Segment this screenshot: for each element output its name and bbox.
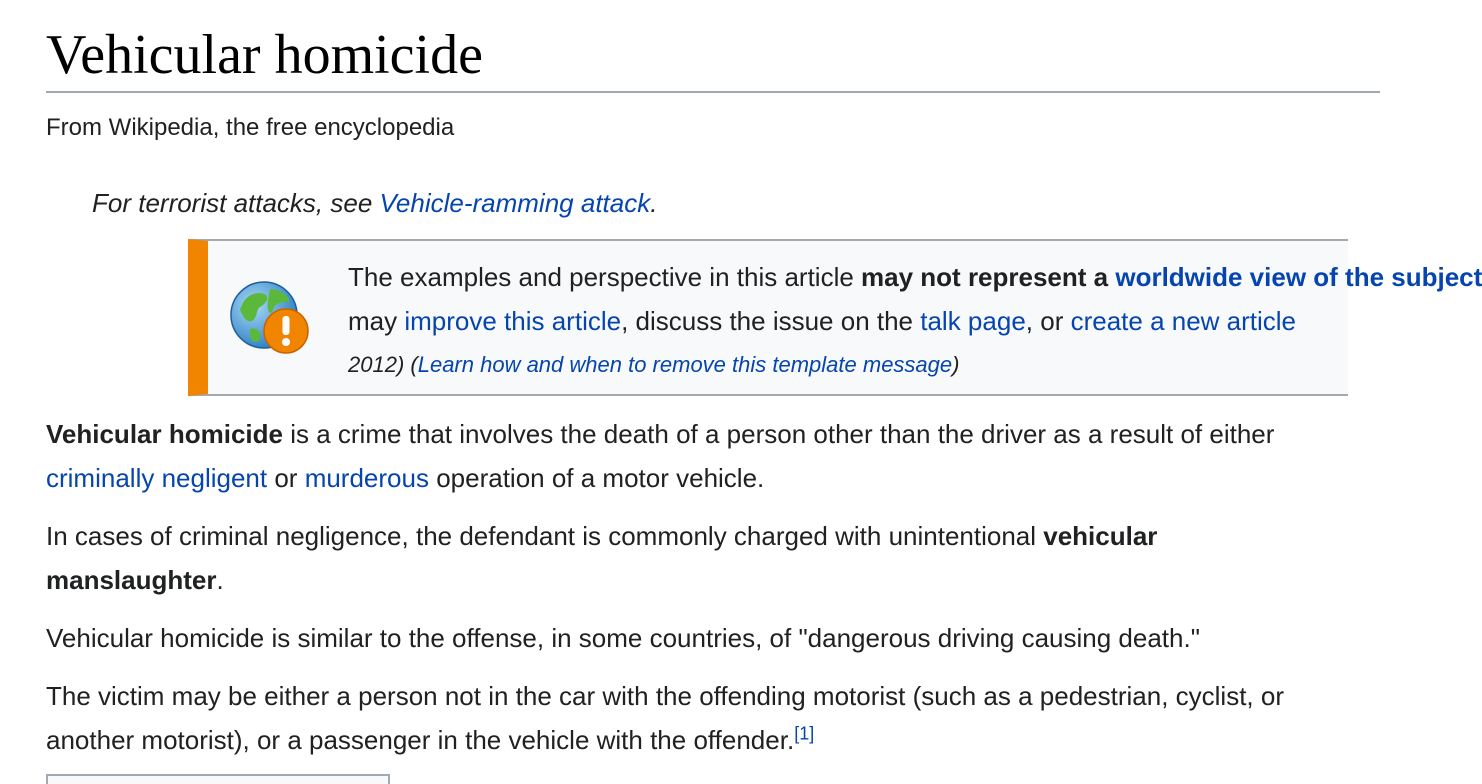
murderous-link[interactable]: murderous [304, 463, 429, 493]
lead-term: Vehicular homicide [46, 419, 283, 449]
paragraph-text: is a crime that involves the death of a person other than the driver as a result of either [282, 419, 1275, 449]
paragraph-4 [46, 674, 1316, 762]
remove-template-link[interactable]: Learn how and when to remove this template message [417, 352, 953, 377]
paragraph-text: In cases of criminal negligence, the defendant is commonly charged with unintentional [46, 521, 1044, 551]
hatnote-prefix: For terrorist attacks, see [92, 188, 380, 218]
reference-1-link[interactable]: [1] [794, 723, 815, 744]
site-tagline: From Wikipedia, the free encyclopedia [46, 114, 455, 141]
paragraph-1 [46, 412, 1316, 500]
notice-text-part: , discuss the issue on the [621, 306, 921, 336]
notice-text-part: may [348, 306, 405, 336]
notice-line-2 [348, 299, 1448, 343]
notice-line-3 [348, 343, 1448, 387]
paragraph-text: or [267, 463, 305, 493]
paragraph-text: . [216, 565, 224, 595]
globe-warning-icon [230, 279, 310, 359]
worldwide-view-link[interactable] [1115, 262, 1482, 292]
paragraph-text: operation of a motor vehicle. [428, 463, 765, 493]
worldwide-view-notice [188, 239, 1482, 396]
page-title: Vehicular homicide [46, 0, 1380, 93]
bold-term: vehicular manslaughter [46, 521, 1158, 595]
article-body [46, 412, 1316, 776]
worldwide-view-link-label: worldwide view of the subject [1115, 262, 1482, 292]
paragraph-2 [46, 514, 1316, 602]
criminally-negligent-link[interactable]: criminally negligent [46, 463, 268, 493]
improve-article-link[interactable]: improve this article [404, 306, 622, 336]
paragraph-3: Vehicular homicide is similar to the offense, in some countries, of "dangerous driving causing death." [46, 623, 1200, 653]
notice-date: 2012) ( [348, 352, 418, 377]
notice-bold: may not represent a [861, 262, 1116, 292]
talk-page-link[interactable]: talk page [920, 306, 1026, 336]
table-of-contents-box [46, 774, 390, 784]
notice-text-part: , or [1025, 306, 1071, 336]
hatnote-link-vehicle-ramming[interactable]: Vehicle-ramming attack [379, 188, 651, 218]
paragraph-text: The victim may be either a person not in the car with the offending motorist (such as a pedestrian, cyclist, or another motorist), or a passenger in the vehicle with the offender. [46, 681, 1284, 755]
notice-text-part: The examples and perspective in this article [348, 262, 862, 292]
article-page [46, 0, 1380, 219]
hatnote-suffix: . [650, 188, 658, 218]
notice-line-1 [348, 255, 1482, 299]
hatnote [92, 187, 1380, 219]
create-article-link[interactable]: create a new article [1070, 306, 1297, 336]
notice-text [348, 255, 1482, 387]
notice-text-part: ) [952, 352, 960, 377]
